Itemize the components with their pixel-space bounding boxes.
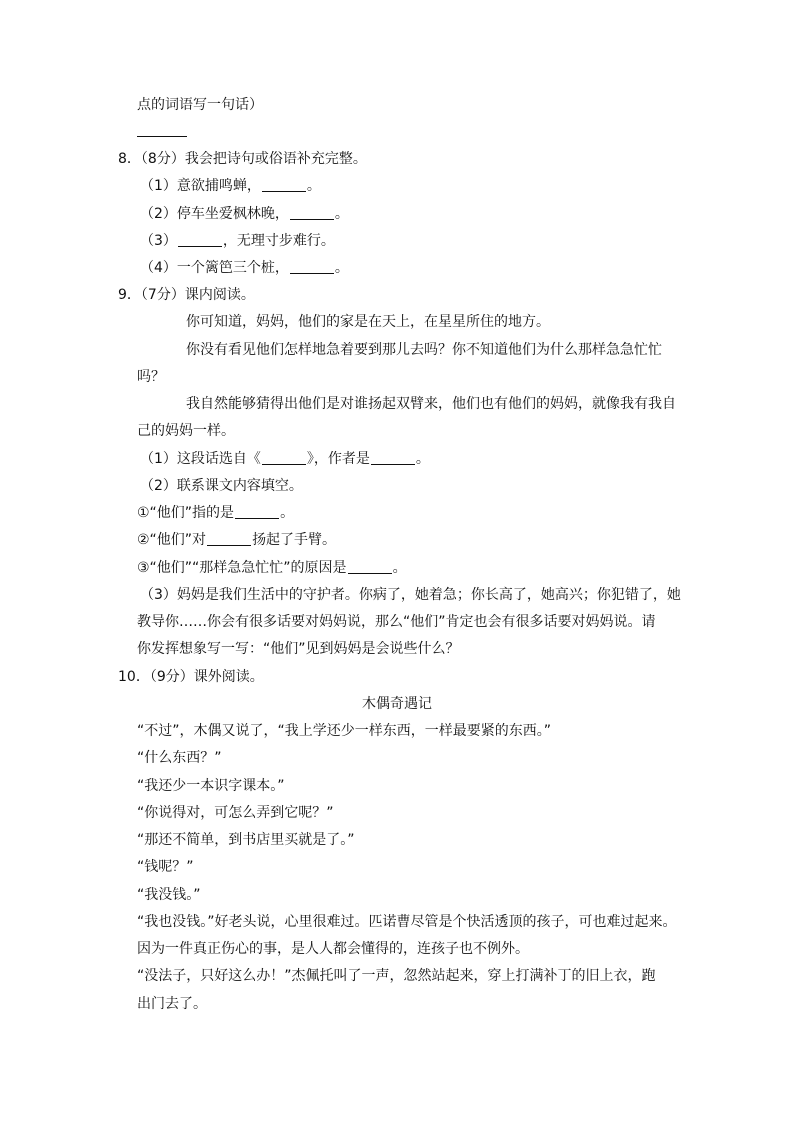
q10-line-7: “我没钱。”: [137, 887, 201, 903]
q7-answer-blank[interactable]: [137, 124, 187, 137]
q8-stem: 8．（8分）我会把诗句或俗语补充完整。: [118, 151, 367, 167]
q9-fill-3: [137, 559, 407, 577]
q9-fill-1-blank[interactable]: [235, 504, 279, 519]
q8-item-2-post: 。: [334, 206, 349, 222]
q8-item-1: [140, 177, 321, 195]
q8-item-3: [140, 232, 335, 250]
q10-line-10: “没法子，只好这么办！”杰佩托叫了一声，忽然站起来，穿上打满补丁的旧上衣，跑: [137, 968, 656, 984]
q9-fill-3-text-b: 。: [392, 560, 407, 576]
q8-item-1-pre: （1）意欲捕鸣蝉，: [140, 178, 261, 194]
q8-item-1-post: 。: [306, 178, 321, 194]
q8-item-2-pre: （2）停车坐爱枫林晚，: [140, 206, 289, 222]
q8-item-3-post: ，无理寸步难行。: [222, 233, 335, 249]
q9-fill-1: [137, 504, 294, 522]
q10-line-5: “那还不简单，到书店里买就是了。”: [137, 832, 355, 848]
q10-line-8: “我也没钱。”好老头说，心里很难过。匹诺曹尽管是个快活透顶的孩子，可也难过起来。: [137, 914, 677, 930]
q9-passage-line-4: 我自然能够猜得出他们是对谁扬起双臂来，他们也有他们的妈妈，就像我有我自: [186, 396, 676, 412]
q9-sub3-line-1: （3）妈妈是我们生活中的守护者。你病了，她着急；你长高了，她高兴；你犯错了，她: [140, 587, 681, 603]
q9-sub1-text-b: 》，作者是: [306, 451, 370, 467]
q9-fill-1-text-b: 。: [280, 505, 295, 521]
q9-fill-2: [137, 531, 336, 549]
q8-item-1-blank[interactable]: [262, 177, 306, 192]
q9-fill-2-blank[interactable]: [207, 531, 251, 546]
q9-passage-line-1: 你可知道，妈妈，他们的家是在天上，在星星所住的地方。: [186, 314, 550, 330]
q10-line-3: “我还少一本识字课本。”: [137, 778, 285, 794]
q8-item-2-blank[interactable]: [290, 205, 334, 220]
q8-item-4-pre: （4）一个篱笆三个桩，: [140, 260, 289, 276]
q9-sub1-title-blank[interactable]: [262, 450, 306, 465]
q10-line-11: 出门去了。: [137, 996, 207, 1012]
q9-passage-line-2: 你没有看见他们怎样地急着要到那儿去吗？你不知道他们为什么那样急急忙忙: [186, 342, 662, 358]
q10-line-2: “什么东西？”: [137, 750, 222, 766]
q10-stem: 10．（9分）课外阅读。: [118, 669, 264, 685]
q9-sub1-text-c: 。: [415, 451, 430, 467]
q9-passage-line-5: 己的妈妈一样。: [137, 423, 235, 439]
q10-line-4: “你说得对，可怎么弄到它呢？”: [137, 805, 334, 821]
q9-sub2: （2）联系课文内容填空。: [140, 478, 303, 494]
q8-item-4-post: 。: [334, 260, 349, 276]
q9-stem: 9．（7分）课内阅读。: [118, 287, 255, 303]
q9-fill-3-text-a: ③“他们”“那样急急忙忙”的原因是: [137, 560, 347, 576]
q10-line-1: “不过”，木偶又说了，“我上学还少一样东西，一样最要紧的东西。”: [137, 723, 552, 739]
q9-sub3-line-2: 教导你……你会有很多话要对妈妈说，那么“他们”肯定也会有很多话要对妈妈说。请: [137, 614, 656, 630]
q7-tail-text: 点的词语写一句话）: [137, 97, 263, 113]
q9-fill-2-text-b: 扬起了手臂。: [252, 532, 337, 548]
q8-item-4-blank[interactable]: [290, 259, 334, 274]
q10-story-title: 木偶奇遇记: [362, 696, 432, 712]
q9-fill-1-text-a: ①“他们”指的是: [137, 505, 235, 521]
q9-fill-3-blank[interactable]: [348, 559, 392, 574]
q9-sub3-line-3: 你发挥想象写一写：“他们”见到妈妈是会说些什么？: [137, 641, 460, 657]
q9-sub1: [140, 450, 430, 468]
q9-passage-line-3: 吗？: [137, 369, 165, 385]
q10-line-9: 因为一件真正伤心的事，是人人都会懂得的，连孩子也不例外。: [137, 941, 529, 957]
q9-fill-2-text-a: ②“他们”对: [137, 532, 207, 548]
q8-item-3-pre: （3）: [140, 233, 177, 249]
q9-sub1-text-a: （1）这段话选自《: [140, 451, 261, 467]
q8-item-2: [140, 205, 349, 223]
q8-item-4: [140, 259, 349, 277]
q10-line-6: “钱呢？”: [137, 859, 194, 875]
q9-sub1-author-blank[interactable]: [371, 450, 415, 465]
q8-item-3-blank[interactable]: [178, 232, 222, 247]
